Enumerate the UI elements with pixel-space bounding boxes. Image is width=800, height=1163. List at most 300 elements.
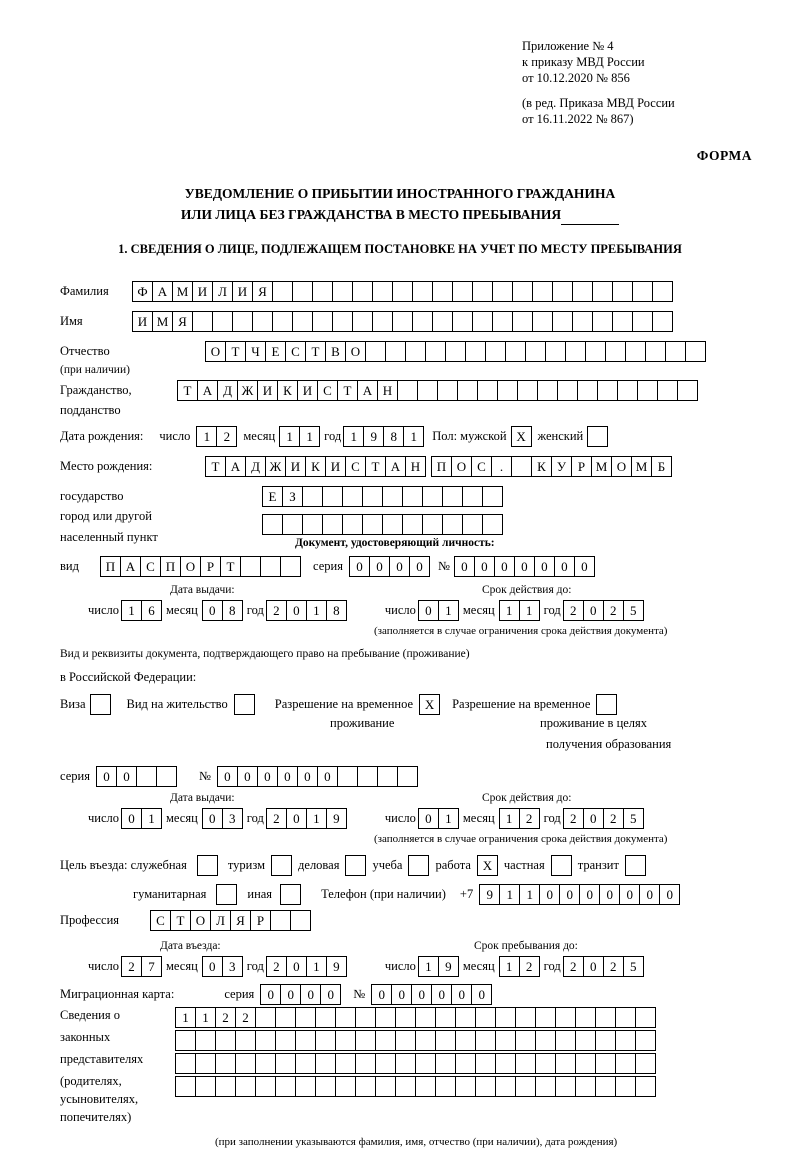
char-cell[interactable] xyxy=(552,311,573,332)
char-cell[interactable] xyxy=(612,311,633,332)
char-cell[interactable] xyxy=(615,1076,636,1097)
char-cell[interactable] xyxy=(315,1030,336,1051)
char-cell[interactable]: Т xyxy=(170,910,191,931)
name-input[interactable] xyxy=(132,311,673,332)
char-cell[interactable]: 0 xyxy=(317,766,338,787)
char-cell[interactable] xyxy=(352,311,373,332)
char-cell[interactable]: О xyxy=(180,556,201,577)
char-cell[interactable]: С xyxy=(285,341,306,362)
char-cell[interactable]: И xyxy=(297,380,318,401)
patronymic-input[interactable] xyxy=(205,341,706,362)
char-cell[interactable] xyxy=(295,1030,316,1051)
char-cell[interactable]: Т xyxy=(177,380,198,401)
char-cell[interactable] xyxy=(362,514,383,535)
char-cell[interactable] xyxy=(215,1076,236,1097)
char-cell[interactable] xyxy=(592,311,613,332)
char-cell[interactable]: Д xyxy=(217,380,238,401)
char-cell[interactable] xyxy=(612,281,633,302)
char-cell[interactable]: 1 xyxy=(195,1007,216,1028)
char-cell[interactable]: Т xyxy=(305,341,326,362)
char-cell[interactable] xyxy=(615,1053,636,1074)
char-cell[interactable] xyxy=(136,766,157,787)
char-cell[interactable]: 0 xyxy=(583,956,604,977)
char-cell[interactable] xyxy=(645,341,666,362)
char-cell[interactable] xyxy=(332,311,353,332)
char-cell[interactable] xyxy=(435,1076,456,1097)
char-cell[interactable] xyxy=(435,1053,456,1074)
char-cell[interactable] xyxy=(312,281,333,302)
char-cell[interactable]: 0 xyxy=(96,766,117,787)
char-cell[interactable]: 1 xyxy=(175,1007,196,1028)
char-cell[interactable] xyxy=(485,341,506,362)
char-cell[interactable]: О xyxy=(190,910,211,931)
char-cell[interactable] xyxy=(252,311,273,332)
char-cell[interactable] xyxy=(280,556,301,577)
char-cell[interactable] xyxy=(635,1007,656,1028)
char-cell[interactable]: 0 xyxy=(286,956,307,977)
char-cell[interactable] xyxy=(315,1007,336,1028)
stay-valid-month-input[interactable] xyxy=(499,808,540,829)
char-cell[interactable]: Н xyxy=(405,456,426,477)
entry-month-input[interactable] xyxy=(202,956,243,977)
char-cell[interactable] xyxy=(372,281,393,302)
char-cell[interactable] xyxy=(412,281,433,302)
char-cell[interactable] xyxy=(665,341,686,362)
char-cell[interactable] xyxy=(452,311,473,332)
char-cell[interactable]: П xyxy=(100,556,121,577)
char-cell[interactable]: 0 xyxy=(389,556,410,577)
char-cell[interactable] xyxy=(417,380,438,401)
char-cell[interactable] xyxy=(505,341,526,362)
char-cell[interactable] xyxy=(677,380,698,401)
sex-female-checkbox[interactable] xyxy=(587,426,608,447)
temp-residence-checkbox[interactable]: Х xyxy=(419,694,440,715)
edu-residence-checkbox[interactable] xyxy=(596,694,617,715)
stay-valid-day-input[interactable] xyxy=(418,808,459,829)
char-cell[interactable] xyxy=(175,1076,196,1097)
char-cell[interactable] xyxy=(635,1030,656,1051)
char-cell[interactable] xyxy=(475,1053,496,1074)
char-cell[interactable]: 1 xyxy=(306,600,327,621)
char-cell[interactable]: П xyxy=(160,556,181,577)
char-cell[interactable]: 0 xyxy=(369,556,390,577)
sex-male-checkbox[interactable]: Х xyxy=(511,426,532,447)
char-cell[interactable] xyxy=(575,1007,596,1028)
char-cell[interactable]: 3 xyxy=(222,808,243,829)
char-cell[interactable] xyxy=(511,456,532,477)
char-cell[interactable] xyxy=(302,486,323,507)
char-cell[interactable] xyxy=(415,1030,436,1051)
char-cell[interactable] xyxy=(462,514,483,535)
char-cell[interactable]: 0 xyxy=(474,556,495,577)
char-cell[interactable] xyxy=(282,514,303,535)
char-cell[interactable] xyxy=(397,380,418,401)
char-cell[interactable]: 0 xyxy=(202,600,223,621)
visa-checkbox[interactable] xyxy=(90,694,111,715)
mig-number-input[interactable] xyxy=(371,984,492,1005)
purpose-tourism-checkbox[interactable] xyxy=(271,855,292,876)
char-cell[interactable]: 0 xyxy=(579,884,600,905)
char-cell[interactable] xyxy=(375,1076,396,1097)
char-cell[interactable] xyxy=(532,281,553,302)
char-cell[interactable] xyxy=(235,1076,256,1097)
char-cell[interactable] xyxy=(402,486,423,507)
char-cell[interactable]: Т xyxy=(205,456,226,477)
char-cell[interactable] xyxy=(432,311,453,332)
char-cell[interactable] xyxy=(275,1076,296,1097)
char-cell[interactable]: С xyxy=(471,456,492,477)
char-cell[interactable] xyxy=(535,1007,556,1028)
char-cell[interactable]: 0 xyxy=(280,984,301,1005)
char-cell[interactable] xyxy=(337,766,358,787)
char-cell[interactable] xyxy=(535,1053,556,1074)
char-cell[interactable] xyxy=(175,1030,196,1051)
char-cell[interactable] xyxy=(255,1030,276,1051)
char-cell[interactable]: 0 xyxy=(418,808,439,829)
char-cell[interactable]: 0 xyxy=(202,808,223,829)
char-cell[interactable]: Т xyxy=(220,556,241,577)
char-cell[interactable]: Е xyxy=(265,341,286,362)
char-cell[interactable] xyxy=(615,1030,636,1051)
char-cell[interactable]: 0 xyxy=(237,766,258,787)
char-cell[interactable] xyxy=(315,1053,336,1074)
char-cell[interactable]: А xyxy=(385,456,406,477)
char-cell[interactable] xyxy=(515,1007,536,1028)
surname-input[interactable] xyxy=(132,281,673,302)
purpose-transit-checkbox[interactable] xyxy=(625,855,646,876)
char-cell[interactable]: С xyxy=(345,456,366,477)
char-cell[interactable] xyxy=(555,1053,576,1074)
char-cell[interactable] xyxy=(515,1053,536,1074)
char-cell[interactable]: 0 xyxy=(409,556,430,577)
legal-rep-row-4-input[interactable] xyxy=(175,1076,656,1097)
char-cell[interactable]: 2 xyxy=(563,808,584,829)
stay-valid-year-input[interactable] xyxy=(563,808,644,829)
char-cell[interactable]: 7 xyxy=(141,956,162,977)
char-cell[interactable] xyxy=(512,281,533,302)
char-cell[interactable]: 0 xyxy=(539,884,560,905)
char-cell[interactable]: И xyxy=(192,281,213,302)
char-cell[interactable] xyxy=(255,1007,276,1028)
char-cell[interactable]: 0 xyxy=(418,600,439,621)
char-cell[interactable]: 1 xyxy=(306,956,327,977)
char-cell[interactable]: 0 xyxy=(583,600,604,621)
char-cell[interactable]: Н xyxy=(377,380,398,401)
char-cell[interactable] xyxy=(315,1076,336,1097)
char-cell[interactable] xyxy=(195,1030,216,1051)
char-cell[interactable]: 2 xyxy=(603,600,624,621)
char-cell[interactable] xyxy=(437,380,458,401)
char-cell[interactable] xyxy=(435,1030,456,1051)
legal-rep-row-3-input[interactable] xyxy=(175,1053,656,1074)
char-cell[interactable]: А xyxy=(225,456,246,477)
doc-number-input[interactable] xyxy=(454,556,595,577)
char-cell[interactable] xyxy=(355,1053,376,1074)
char-cell[interactable] xyxy=(462,486,483,507)
birthplace-city-row3-input[interactable] xyxy=(262,514,503,535)
char-cell[interactable] xyxy=(515,1076,536,1097)
char-cell[interactable]: 8 xyxy=(383,426,404,447)
char-cell[interactable] xyxy=(555,1007,576,1028)
char-cell[interactable] xyxy=(432,281,453,302)
char-cell[interactable] xyxy=(565,341,586,362)
char-cell[interactable]: 1 xyxy=(438,600,459,621)
char-cell[interactable]: И xyxy=(132,311,153,332)
char-cell[interactable] xyxy=(455,1007,476,1028)
char-cell[interactable]: 0 xyxy=(534,556,555,577)
char-cell[interactable] xyxy=(275,1030,296,1051)
char-cell[interactable] xyxy=(595,1030,616,1051)
char-cell[interactable]: . xyxy=(491,456,512,477)
char-cell[interactable] xyxy=(605,341,626,362)
char-cell[interactable]: 2 xyxy=(266,956,287,977)
char-cell[interactable]: Р xyxy=(250,910,271,931)
char-cell[interactable]: А xyxy=(357,380,378,401)
char-cell[interactable] xyxy=(382,486,403,507)
char-cell[interactable] xyxy=(572,311,593,332)
char-cell[interactable]: 3 xyxy=(222,956,243,977)
char-cell[interactable] xyxy=(392,311,413,332)
char-cell[interactable] xyxy=(552,281,573,302)
char-cell[interactable] xyxy=(272,311,293,332)
char-cell[interactable] xyxy=(435,1007,456,1028)
char-cell[interactable]: А xyxy=(120,556,141,577)
stay-end-month-input[interactable] xyxy=(499,956,540,977)
char-cell[interactable] xyxy=(322,514,343,535)
char-cell[interactable] xyxy=(475,1076,496,1097)
char-cell[interactable]: 1 xyxy=(499,956,520,977)
char-cell[interactable] xyxy=(195,1076,216,1097)
char-cell[interactable]: И xyxy=(285,456,306,477)
char-cell[interactable] xyxy=(342,486,363,507)
char-cell[interactable]: О xyxy=(345,341,366,362)
char-cell[interactable]: Л xyxy=(210,910,231,931)
char-cell[interactable] xyxy=(335,1053,356,1074)
char-cell[interactable] xyxy=(557,380,578,401)
char-cell[interactable]: 9 xyxy=(479,884,500,905)
char-cell[interactable] xyxy=(482,486,503,507)
char-cell[interactable]: 5 xyxy=(623,956,644,977)
char-cell[interactable] xyxy=(577,380,598,401)
char-cell[interactable] xyxy=(392,281,413,302)
char-cell[interactable] xyxy=(395,1007,416,1028)
char-cell[interactable] xyxy=(365,341,386,362)
char-cell[interactable] xyxy=(517,380,538,401)
char-cell[interactable] xyxy=(240,556,261,577)
char-cell[interactable] xyxy=(375,1007,396,1028)
char-cell[interactable]: 9 xyxy=(326,808,347,829)
char-cell[interactable] xyxy=(235,1030,256,1051)
char-cell[interactable]: 0 xyxy=(471,984,492,1005)
char-cell[interactable] xyxy=(335,1007,356,1028)
char-cell[interactable] xyxy=(402,514,423,535)
profession-input[interactable] xyxy=(150,910,311,931)
char-cell[interactable]: 0 xyxy=(349,556,370,577)
char-cell[interactable] xyxy=(397,766,418,787)
legal-rep-row-1-input[interactable] xyxy=(175,1007,656,1028)
char-cell[interactable] xyxy=(617,380,638,401)
char-cell[interactable]: 0 xyxy=(431,984,452,1005)
char-cell[interactable]: 1 xyxy=(499,884,520,905)
doc-kind-input[interactable] xyxy=(100,556,301,577)
char-cell[interactable] xyxy=(395,1030,416,1051)
char-cell[interactable] xyxy=(292,281,313,302)
char-cell[interactable]: А xyxy=(152,281,173,302)
char-cell[interactable] xyxy=(497,380,518,401)
char-cell[interactable]: 0 xyxy=(411,984,432,1005)
char-cell[interactable] xyxy=(395,1076,416,1097)
char-cell[interactable] xyxy=(445,341,466,362)
char-cell[interactable]: 0 xyxy=(320,984,341,1005)
doc-issue-month-input[interactable] xyxy=(202,600,243,621)
char-cell[interactable] xyxy=(535,1076,556,1097)
citizenship-input[interactable] xyxy=(177,380,698,401)
char-cell[interactable] xyxy=(232,311,253,332)
entry-day-input[interactable] xyxy=(121,956,162,977)
char-cell[interactable] xyxy=(302,514,323,535)
char-cell[interactable]: М xyxy=(152,311,173,332)
char-cell[interactable] xyxy=(385,341,406,362)
char-cell[interactable] xyxy=(375,1030,396,1051)
birthplace-city-row1-input[interactable] xyxy=(431,456,672,477)
char-cell[interactable] xyxy=(425,341,446,362)
purpose-private-checkbox[interactable] xyxy=(551,855,572,876)
char-cell[interactable] xyxy=(455,1076,476,1097)
stay-series-input[interactable] xyxy=(96,766,177,787)
char-cell[interactable] xyxy=(482,514,503,535)
char-cell[interactable]: К xyxy=(531,456,552,477)
char-cell[interactable]: 1 xyxy=(418,956,439,977)
char-cell[interactable] xyxy=(442,514,463,535)
char-cell[interactable] xyxy=(312,311,333,332)
char-cell[interactable]: 0 xyxy=(286,808,307,829)
purpose-business-checkbox[interactable] xyxy=(345,855,366,876)
char-cell[interactable]: 0 xyxy=(554,556,575,577)
char-cell[interactable] xyxy=(292,311,313,332)
char-cell[interactable] xyxy=(545,341,566,362)
char-cell[interactable]: 1 xyxy=(343,426,364,447)
char-cell[interactable]: Т xyxy=(365,456,386,477)
char-cell[interactable] xyxy=(492,281,513,302)
char-cell[interactable]: Я xyxy=(230,910,251,931)
char-cell[interactable]: 1 xyxy=(121,600,142,621)
char-cell[interactable]: Ж xyxy=(237,380,258,401)
char-cell[interactable]: 2 xyxy=(216,426,237,447)
char-cell[interactable] xyxy=(525,341,546,362)
char-cell[interactable]: В xyxy=(325,341,346,362)
char-cell[interactable]: И xyxy=(257,380,278,401)
char-cell[interactable]: К xyxy=(277,380,298,401)
char-cell[interactable] xyxy=(355,1007,376,1028)
char-cell[interactable]: 0 xyxy=(454,556,475,577)
char-cell[interactable] xyxy=(255,1053,276,1074)
char-cell[interactable]: Ж xyxy=(265,456,286,477)
char-cell[interactable] xyxy=(272,281,293,302)
char-cell[interactable]: 0 xyxy=(599,884,620,905)
char-cell[interactable]: 0 xyxy=(286,600,307,621)
doc-valid-month-input[interactable] xyxy=(499,600,540,621)
char-cell[interactable] xyxy=(615,1007,636,1028)
char-cell[interactable]: 2 xyxy=(266,808,287,829)
char-cell[interactable] xyxy=(457,380,478,401)
char-cell[interactable] xyxy=(262,514,283,535)
char-cell[interactable] xyxy=(442,486,463,507)
char-cell[interactable] xyxy=(555,1030,576,1051)
char-cell[interactable] xyxy=(275,1007,296,1028)
char-cell[interactable] xyxy=(342,514,363,535)
char-cell[interactable] xyxy=(355,1030,376,1051)
char-cell[interactable] xyxy=(535,1030,556,1051)
char-cell[interactable] xyxy=(395,1053,416,1074)
char-cell[interactable] xyxy=(515,1030,536,1051)
char-cell[interactable] xyxy=(415,1007,436,1028)
stay-end-day-input[interactable] xyxy=(418,956,459,977)
stay-issue-day-input[interactable] xyxy=(121,808,162,829)
char-cell[interactable]: Р xyxy=(200,556,221,577)
legal-rep-row-2-input[interactable] xyxy=(175,1030,656,1051)
char-cell[interactable] xyxy=(632,281,653,302)
char-cell[interactable]: 1 xyxy=(499,600,520,621)
char-cell[interactable]: 0 xyxy=(260,984,281,1005)
char-cell[interactable]: 0 xyxy=(583,808,604,829)
char-cell[interactable] xyxy=(452,281,473,302)
residence-permit-checkbox[interactable] xyxy=(234,694,255,715)
char-cell[interactable] xyxy=(352,281,373,302)
char-cell[interactable] xyxy=(592,281,613,302)
char-cell[interactable] xyxy=(290,910,311,931)
char-cell[interactable] xyxy=(295,1053,316,1074)
char-cell[interactable]: 1 xyxy=(519,600,540,621)
char-cell[interactable]: 1 xyxy=(306,808,327,829)
char-cell[interactable] xyxy=(215,1053,236,1074)
char-cell[interactable]: У xyxy=(551,456,572,477)
char-cell[interactable]: 1 xyxy=(279,426,300,447)
char-cell[interactable]: И xyxy=(232,281,253,302)
char-cell[interactable]: О xyxy=(451,456,472,477)
doc-valid-year-input[interactable] xyxy=(563,600,644,621)
char-cell[interactable] xyxy=(637,380,658,401)
doc-issue-year-input[interactable] xyxy=(266,600,347,621)
char-cell[interactable]: Б xyxy=(651,456,672,477)
char-cell[interactable]: 1 xyxy=(141,808,162,829)
char-cell[interactable]: Т xyxy=(225,341,246,362)
char-cell[interactable]: 0 xyxy=(217,766,238,787)
char-cell[interactable] xyxy=(477,380,498,401)
purpose-humanitarian-checkbox[interactable] xyxy=(216,884,237,905)
char-cell[interactable]: М xyxy=(631,456,652,477)
char-cell[interactable] xyxy=(415,1076,436,1097)
char-cell[interactable] xyxy=(597,380,618,401)
char-cell[interactable] xyxy=(375,1053,396,1074)
char-cell[interactable] xyxy=(585,341,606,362)
char-cell[interactable] xyxy=(332,281,353,302)
birthplace-city-row2-input[interactable] xyxy=(262,486,503,507)
char-cell[interactable]: 0 xyxy=(202,956,223,977)
char-cell[interactable]: М xyxy=(591,456,612,477)
purpose-other-checkbox[interactable] xyxy=(280,884,301,905)
stay-number-input[interactable] xyxy=(217,766,418,787)
purpose-work-checkbox[interactable]: Х xyxy=(477,855,498,876)
char-cell[interactable] xyxy=(377,766,398,787)
char-cell[interactable]: 0 xyxy=(559,884,580,905)
char-cell[interactable] xyxy=(595,1076,616,1097)
char-cell[interactable]: 0 xyxy=(619,884,640,905)
char-cell[interactable]: 0 xyxy=(116,766,137,787)
char-cell[interactable]: 8 xyxy=(222,600,243,621)
char-cell[interactable] xyxy=(632,311,653,332)
char-cell[interactable]: 0 xyxy=(639,884,660,905)
char-cell[interactable]: С xyxy=(150,910,171,931)
